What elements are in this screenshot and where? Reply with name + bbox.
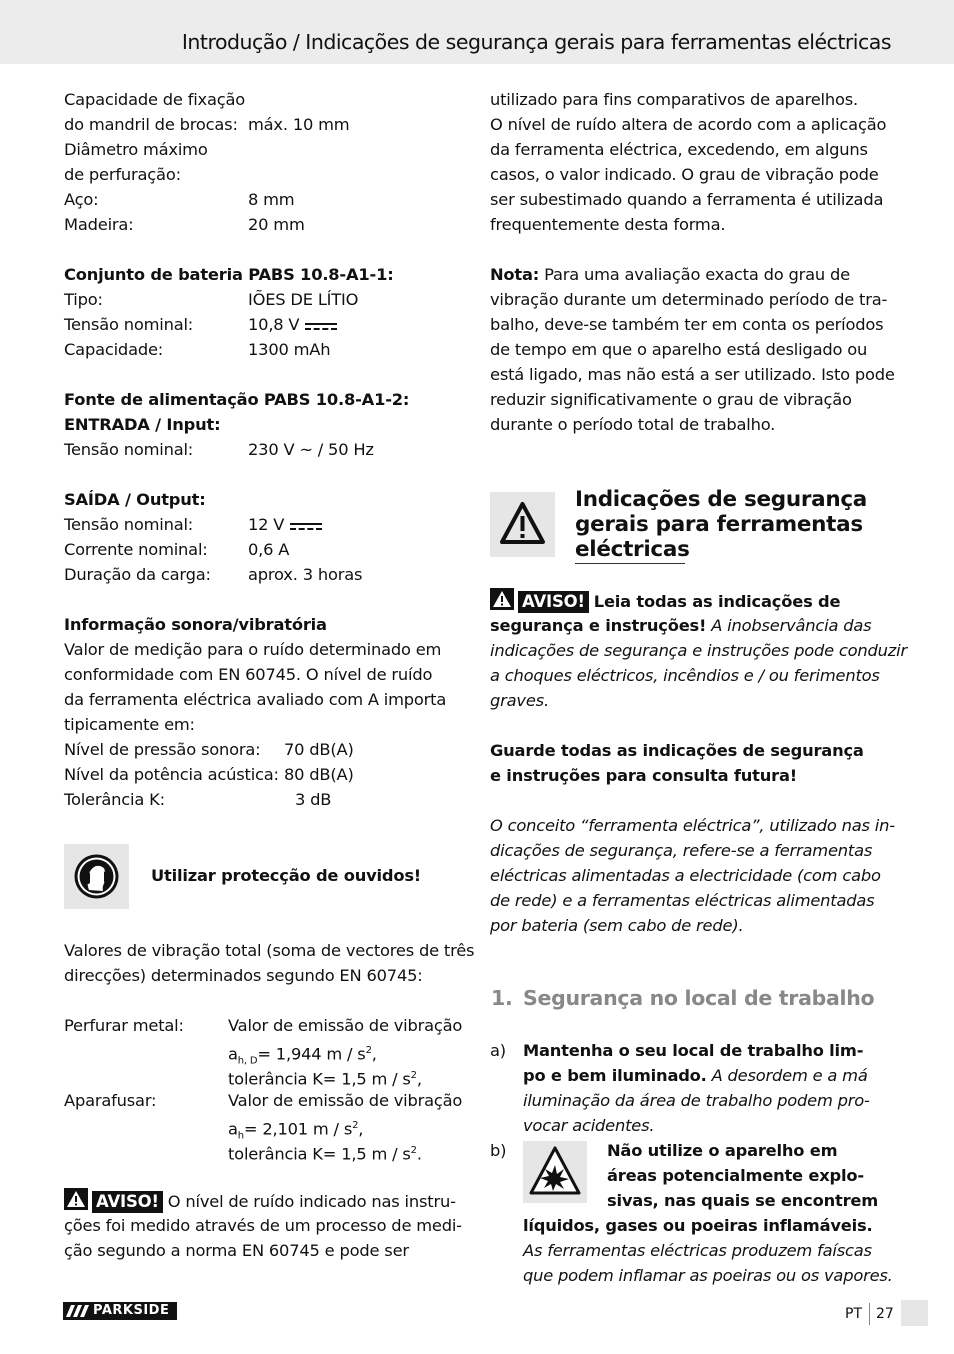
text-line: graves. xyxy=(490,691,549,710)
text-line: Valores de vibração total (soma de vectores de três xyxy=(64,941,475,960)
text-line: durante o período total de trabalho. xyxy=(490,415,776,434)
text-value: 3 dB xyxy=(295,790,332,809)
text-line: reduzir significativamente o grau de vibração xyxy=(490,390,852,409)
text-value: tolerância K= 1,5 m / $s^2$, xyxy=(228,1069,422,1089)
text-line: indicações de segurança e instruções pode conduzir xyxy=(490,641,907,660)
text-value: 10,8 V xyxy=(248,312,337,337)
section-number: 1. xyxy=(491,986,513,1010)
text-line: iluminação da área de trabalho podem pro- xyxy=(523,1091,870,1110)
section-heading: eléctricas xyxy=(575,537,690,562)
text-line: que podem inflamar as poeiras ou os vapores. xyxy=(523,1266,893,1285)
text-line: e instruções para consulta futura! xyxy=(490,766,797,785)
text-line: está ligado, mas não está a ser utilizado. Isto pode xyxy=(490,365,895,384)
ear-protection-text: Utilizar protecção de ouvidos! xyxy=(151,866,422,885)
text-line: po e bem iluminado. A desordem e a má xyxy=(523,1066,868,1085)
text-line: balho, deve-se também ter em conta os períodos xyxy=(490,315,884,334)
text-line: vocar acidentes. xyxy=(523,1116,655,1135)
text-line: Não utilize o aparelho em xyxy=(607,1141,838,1160)
text-value: 0,6 A xyxy=(248,540,290,559)
text-line: Nível da potência acústica: xyxy=(64,765,279,784)
text-line: de tempo em que o aparelho está desligado ou xyxy=(490,340,868,359)
battery-heading: Conjunto de bateria PABS 10.8-A1-1: xyxy=(64,265,394,284)
text-line: O nível de ruído altera de acordo com a aplicação xyxy=(490,115,887,134)
ear-protection-icon xyxy=(64,844,129,909)
text-line: Aparafusar: xyxy=(64,1091,157,1110)
power-supply-heading: Fonte de alimentação PABS 10.8-A1-2: xyxy=(64,390,410,409)
text-line: por bateria (sem cabo de rede). xyxy=(490,916,744,935)
text-value: 80 dB(A) xyxy=(284,765,354,784)
text-line: da ferramenta eléctrica avaliado com A importa xyxy=(64,690,447,709)
text-line: ser subestimado quando a ferramenta é utilizada xyxy=(490,190,884,209)
text-value: máx. 10 mm xyxy=(248,115,350,134)
warning-badge: AVISO! xyxy=(518,591,589,613)
language-code: PT xyxy=(845,1306,862,1322)
text-line: a choques eléctricos, incêndios e / ou ferimentos xyxy=(490,666,880,685)
list-label: b) xyxy=(490,1141,507,1160)
section-title: Segurança no local de trabalho xyxy=(523,986,875,1010)
warning-badge: AVISO! xyxy=(92,1191,163,1213)
text-value: aprox. 3 horas xyxy=(248,565,363,584)
text-line: ção segundo a norma EN 60745 e pode ser xyxy=(64,1241,409,1260)
sound-heading: Informação sonora/vibratória xyxy=(64,615,327,634)
text-line: segurança e instruções! A inobservância das xyxy=(490,616,872,635)
input-heading: ENTRADA / Input: xyxy=(64,415,221,434)
dc-symbol-icon xyxy=(290,521,322,531)
text-value: Valor de emissão de vibração xyxy=(228,1091,463,1110)
explosion-hazard-icon xyxy=(523,1141,587,1203)
text-line: dicações de segurança, refere-se a ferramentas xyxy=(490,841,873,860)
brand-name: PARKSIDE xyxy=(93,1303,170,1318)
text-line: Corrente nominal: xyxy=(64,540,208,559)
text-line: Perfurar metal: xyxy=(64,1016,184,1035)
text-line: da ferramenta eléctrica, excedendo, em alguns xyxy=(490,140,868,159)
text-line: Tensão nominal: xyxy=(64,440,194,459)
warning-text: O nível de ruído indicado nas instru- xyxy=(167,1192,456,1211)
text-line: O conceito “ferramenta eléctrica”, utilizado nas in- xyxy=(490,816,895,835)
text-line: de rede) e a ferramentas eléctricas alimentadas xyxy=(490,891,875,910)
text-value: tolerância K= 1,5 m / $s^2$. xyxy=(228,1144,422,1164)
text-value: $a_{h, D}= 1,944$ m / $s^2$, xyxy=(228,1044,377,1067)
text-line: sivas, nas quais se encontrem xyxy=(607,1191,879,1210)
section-heading: Indicações de segurança xyxy=(575,487,868,512)
text-line: Capacidade de fixação xyxy=(64,90,246,109)
text-line: Diâmetro máximo xyxy=(64,140,208,159)
footer-divider xyxy=(869,1303,870,1325)
text-line: direcções) determinados segundo EN 60745: xyxy=(64,966,423,985)
heading-underline xyxy=(575,563,685,564)
text-value: 20 mm xyxy=(248,215,305,234)
list-label: a) xyxy=(490,1041,506,1060)
output-heading: SAÍDA / Output: xyxy=(64,490,206,509)
text-line: Valor de medição para o ruído determinado em xyxy=(64,640,442,659)
text-line: áreas potencialmente explo- xyxy=(607,1166,864,1185)
page-title: Introdução / Indicações de segurança gerais para ferramentas eléctricas xyxy=(181,30,891,54)
page-tab xyxy=(901,1300,928,1326)
section-heading: gerais para ferramentas xyxy=(575,512,863,537)
text-line: do mandril de brocas: xyxy=(64,115,238,134)
text-value: Valor de emissão de vibração xyxy=(228,1016,463,1035)
text-line: Tensão nominal: xyxy=(64,315,194,334)
note-line: Nota: Para uma avaliação exacta do grau de xyxy=(490,265,850,284)
text-value: 12 V xyxy=(248,512,322,537)
text-line: frequentemente desta forma. xyxy=(490,215,726,234)
text-value: 230 V ~ / 50 Hz xyxy=(248,440,374,459)
warning-triangle-icon xyxy=(490,492,555,557)
text-line: Guarde todas as indicações de segurança xyxy=(490,741,864,760)
text-value: 1300 mAh xyxy=(248,340,331,359)
brand-logo xyxy=(63,1302,177,1320)
text-value: IÕES DE LÍTIO xyxy=(248,290,359,309)
text-line: Madeira: xyxy=(64,215,134,234)
text-line: utilizado para fins comparativos de aparelhos. xyxy=(490,90,859,109)
text-value: $a_h= 2,101$ m / $s^2$, xyxy=(228,1119,364,1142)
text-line: líquidos, gases ou poeiras inflamáveis. xyxy=(523,1216,873,1235)
page-number: 27 xyxy=(876,1306,894,1322)
text-line: Nível de pressão sonora: xyxy=(64,740,261,759)
text-line: ções foi medido através de um processo de medi- xyxy=(64,1216,462,1235)
text-line: casos, o valor indicado. O grau de vibração pode xyxy=(490,165,879,184)
text-line: tipicamente em: xyxy=(64,715,195,734)
text-line: Mantenha o seu local de trabalho lim- xyxy=(523,1041,864,1060)
text-line: Tolerância K: xyxy=(64,790,165,809)
header-bar xyxy=(0,0,954,64)
text-line: conformidade com EN 60745. O nível de ruído xyxy=(64,665,433,684)
text-value: 8 mm xyxy=(248,190,295,209)
text-line: As ferramentas eléctricas produzem faíscas xyxy=(523,1241,872,1260)
text-line: Duração da carga: xyxy=(64,565,211,584)
text-line: Tensão nominal: xyxy=(64,515,194,534)
text-line: Aço: xyxy=(64,190,99,209)
text-line: vibração durante um determinado período de tra- xyxy=(490,290,888,309)
text-line: Tipo: xyxy=(64,290,103,309)
warning-text: Leia todas as indicações de xyxy=(593,592,841,611)
text-value: 70 dB(A) xyxy=(284,740,354,759)
text-line: eléctricas alimentadas a electricidade (com cabo xyxy=(490,866,881,885)
text-line: de perfuração: xyxy=(64,165,181,184)
text-line: Capacidade: xyxy=(64,340,164,359)
dc-symbol-icon xyxy=(305,321,337,331)
